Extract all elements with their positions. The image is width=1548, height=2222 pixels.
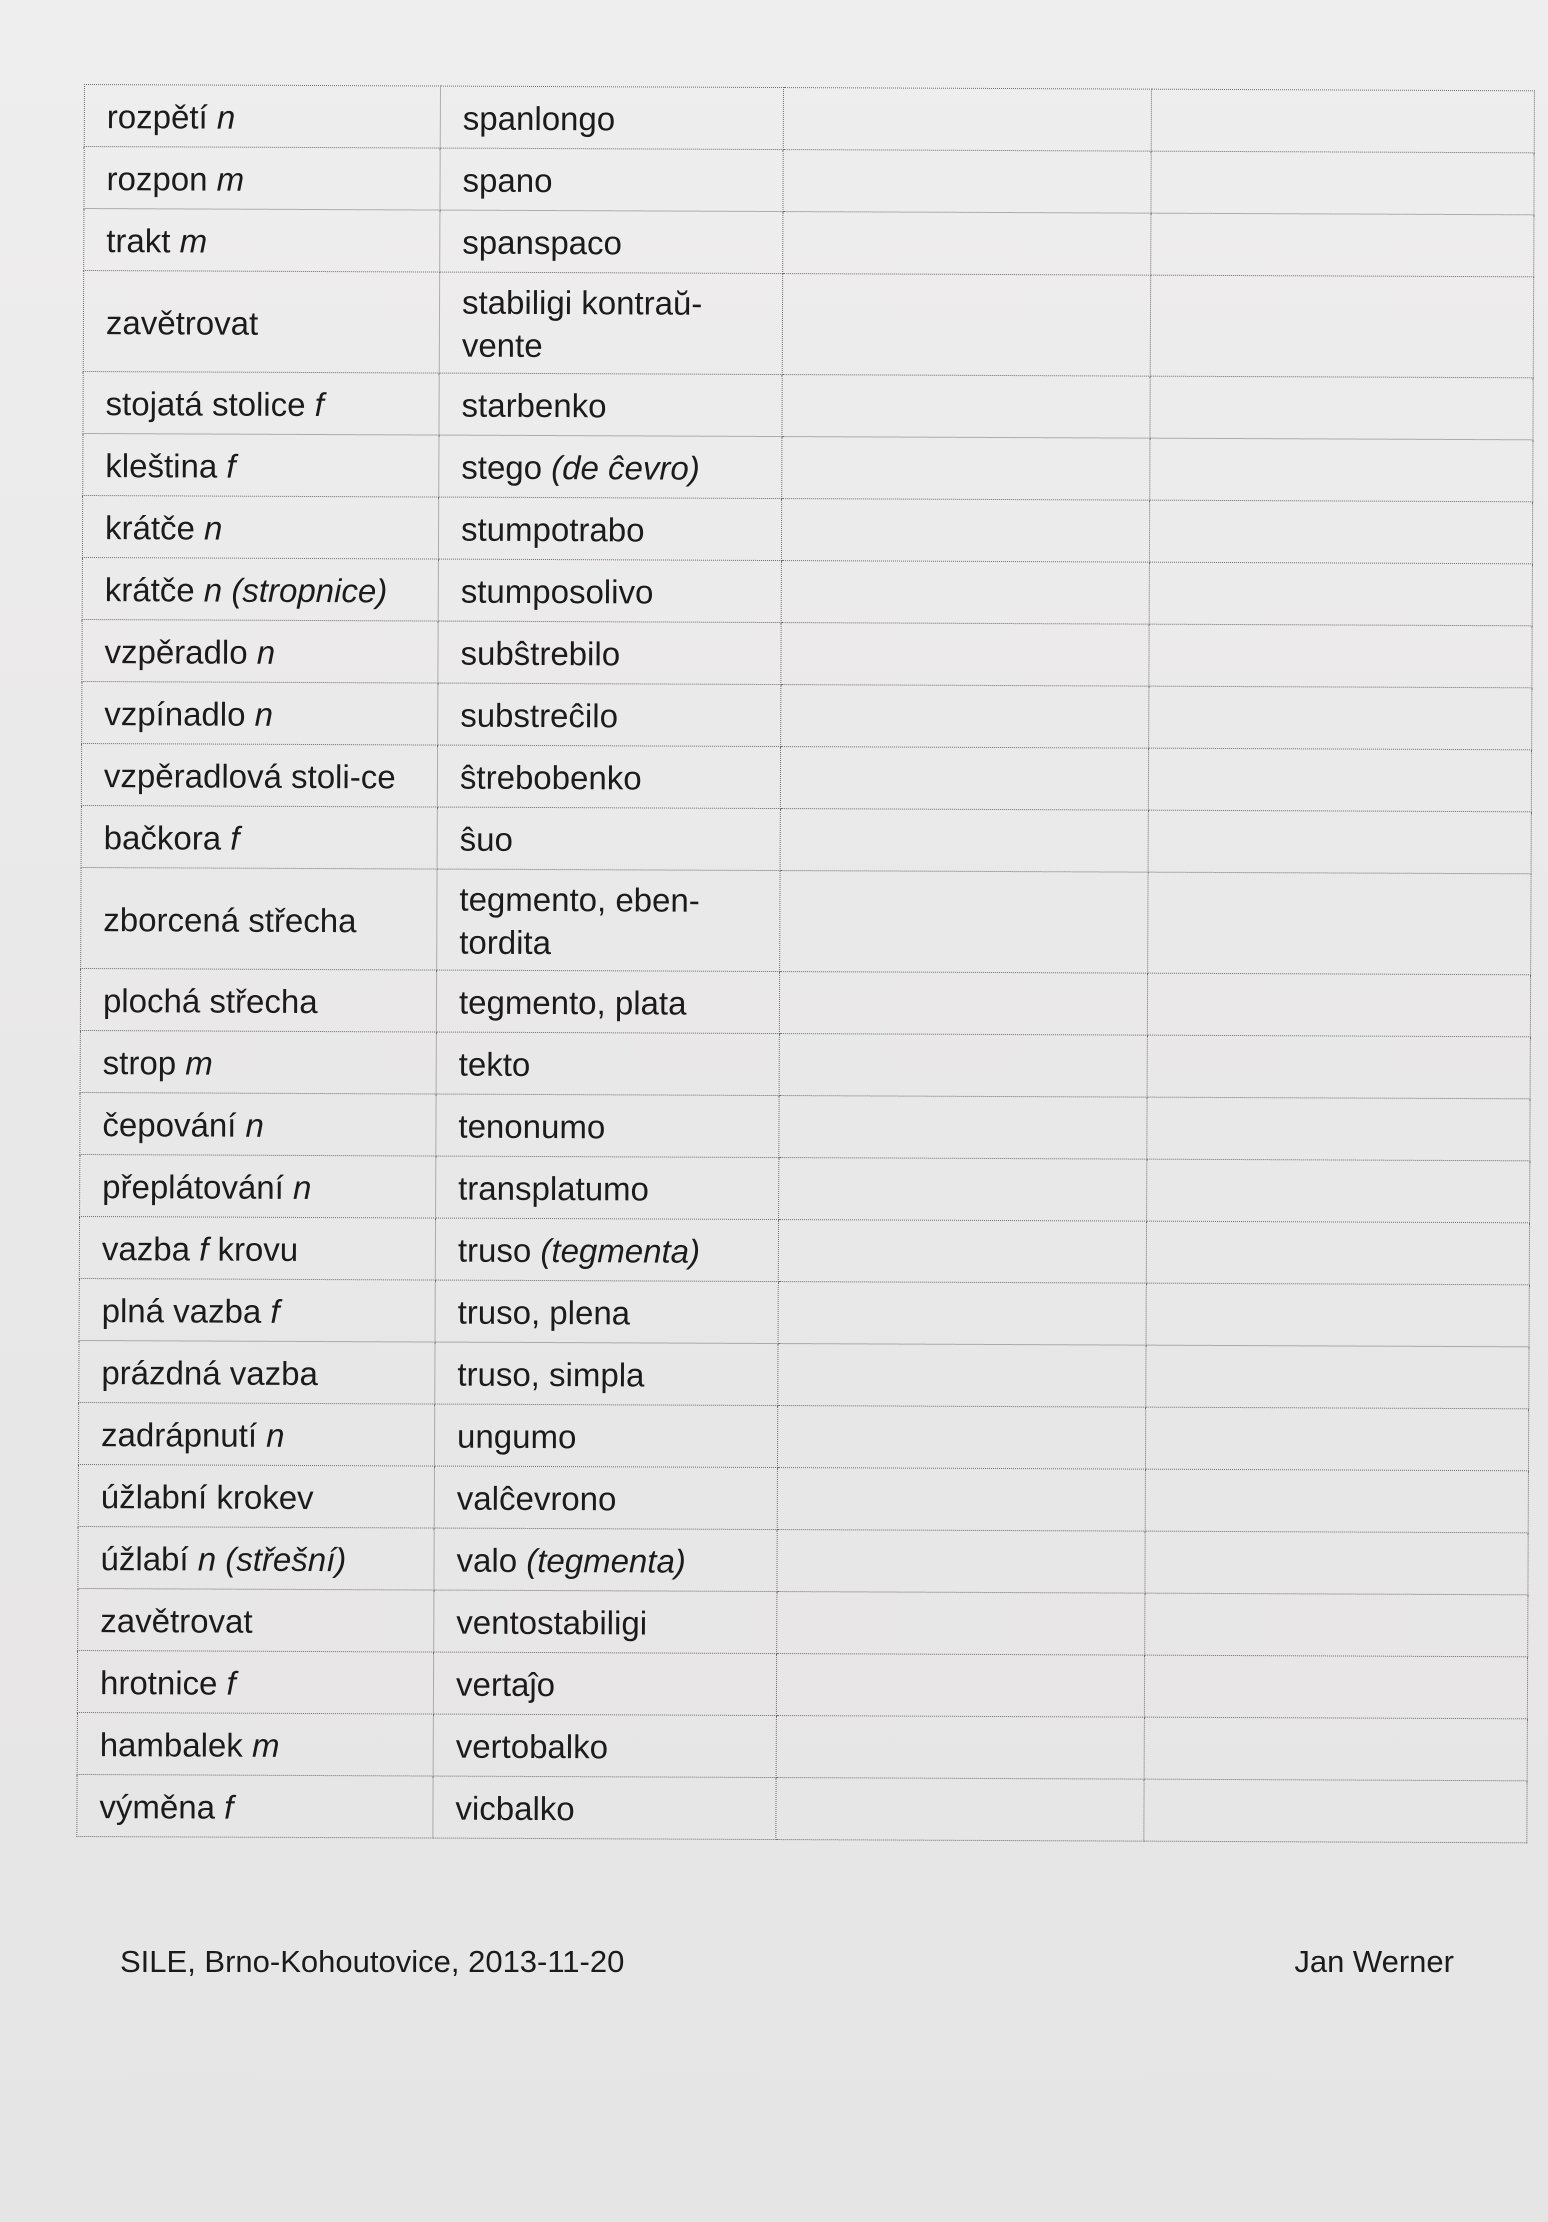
czech-term-cell [84, 85, 440, 149]
grammatical-gender: n [256, 633, 276, 671]
footer-author: Jan Werner [1294, 1944, 1454, 1979]
table-row [79, 1278, 1529, 1346]
esperanto-term-cell [436, 970, 779, 1033]
empty-cell [1144, 1655, 1527, 1719]
empty-cell [783, 150, 1151, 214]
esperanto-term: truso, simpla [457, 1355, 645, 1394]
esperanto-term-cell [438, 683, 781, 746]
grammatical-gender: f [230, 819, 240, 857]
table-row [78, 1588, 1528, 1656]
esperanto-term-cell [437, 869, 780, 971]
czech-term-cell [77, 1712, 433, 1776]
table-row [82, 681, 1532, 749]
grammatical-gender: n [216, 98, 236, 136]
esperanto-term-cell [435, 1342, 778, 1405]
czech-term-cell [77, 1650, 433, 1714]
empty-cell [776, 1778, 1144, 1842]
czech-term: plná vazba [101, 1292, 262, 1330]
esperanto-term-cell [434, 1404, 777, 1467]
esperanto-note: (tegmenta) [526, 1541, 686, 1580]
czech-term-cell [79, 1278, 435, 1342]
esperanto-term-cell [440, 210, 783, 273]
esperanto-term: starbenko [461, 386, 607, 425]
empty-cell [776, 1654, 1144, 1718]
esperanto-term: substreĉilo [460, 696, 619, 735]
esperanto-term-cell [437, 807, 780, 870]
czech-term: strop [102, 1044, 177, 1082]
empty-cell [1150, 275, 1533, 378]
empty-cell [1146, 1345, 1529, 1409]
empty-cell [1147, 1035, 1530, 1099]
esperanto-term: truso [457, 1231, 532, 1269]
czech-term-cell [79, 1216, 435, 1280]
empty-cell [781, 499, 1149, 563]
czech-term: vzpěradlo [104, 633, 248, 671]
esperanto-term-cell [439, 435, 782, 498]
table-row [78, 1402, 1528, 1470]
czech-term-cell [78, 1526, 434, 1590]
table-row [84, 147, 1534, 215]
empty-cell [778, 1344, 1146, 1408]
esperanto-term: spanspaco [462, 223, 623, 262]
esperanto-term: tekto [458, 1045, 531, 1083]
czech-term-cell [82, 619, 438, 683]
empty-cell [1145, 1593, 1528, 1657]
czech-term-cell [78, 1588, 434, 1652]
empty-cell [1150, 438, 1533, 502]
esperanto-term: ŝuo [459, 820, 514, 858]
czech-term: stojatá stolice [105, 385, 306, 423]
czech-term: zadrápnutí [101, 1416, 258, 1454]
czech-term: rozpon [106, 160, 208, 198]
czech-term: přeplátování [102, 1168, 284, 1206]
esperanto-term: ŝtrebobenko [459, 758, 642, 797]
table-row [80, 968, 1530, 1036]
empty-cell [783, 88, 1151, 152]
grammatical-gender: f [226, 447, 236, 485]
grammatical-gender: n [292, 1168, 312, 1207]
czech-term: vzpínadlo [104, 695, 246, 733]
czech-term-cell [79, 1340, 435, 1404]
empty-cell [1148, 748, 1531, 812]
grammatical-gender: m [216, 160, 245, 198]
empty-cell [1147, 973, 1530, 1037]
table-row [81, 805, 1531, 873]
table-row [80, 1154, 1530, 1222]
czech-term-cell [84, 147, 440, 211]
esperanto-term: valĉevrono [456, 1479, 617, 1518]
czech-term-cell [80, 1154, 436, 1218]
empty-cell [1149, 500, 1532, 564]
empty-cell [782, 274, 1150, 377]
czech-term-cell [78, 1464, 434, 1528]
empty-cell [1150, 376, 1533, 440]
empty-cell [1149, 562, 1532, 626]
esperanto-term-cell [433, 1776, 776, 1839]
empty-cell [1149, 624, 1532, 688]
czech-term: rozpětí [106, 98, 208, 136]
esperanto-term-cell [434, 1466, 777, 1529]
czech-term: bačkora [103, 819, 222, 857]
empty-cell [779, 1096, 1147, 1160]
empty-cell [1146, 1283, 1529, 1347]
esperanto-term-cell [436, 1156, 779, 1219]
esperanto-term-cell [440, 86, 783, 149]
grammatical-gender: n [197, 1540, 217, 1578]
table-row [83, 271, 1533, 378]
esperanto-term: ungumo [457, 1417, 577, 1456]
empty-cell [781, 623, 1149, 687]
czech-term-cell [82, 557, 438, 621]
table-row [77, 1650, 1527, 1718]
bleed-through-shadow: ​ [239, 110, 242, 176]
grammatical-gender: n [204, 509, 223, 547]
empty-cell [1144, 1717, 1527, 1781]
esperanto-term-cell [438, 621, 781, 684]
empty-cell [776, 1716, 1144, 1780]
czech-term: úžlabí [100, 1540, 189, 1578]
esperanto-note: (de ĉevro) [551, 449, 700, 487]
grammatical-gender: m [185, 1044, 213, 1082]
empty-cell [780, 747, 1148, 811]
czech-term-cell [82, 495, 438, 559]
grammatical-gender: f [270, 1292, 280, 1330]
czech-term: prázdná vazba [101, 1354, 318, 1393]
esperanto-note: (tegmenta) [540, 1232, 701, 1270]
esperanto-term-cell [435, 1218, 778, 1281]
empty-cell [779, 1034, 1147, 1098]
esperanto-term: subŝtrebilo [460, 634, 621, 673]
empty-cell [1145, 1469, 1528, 1533]
empty-cell [783, 212, 1151, 276]
czech-term: plochá střecha [102, 982, 318, 1021]
grammatical-gender: n [245, 1106, 265, 1144]
table-row [80, 1092, 1530, 1160]
table-row [82, 495, 1532, 563]
czech-term: hrotnice [99, 1664, 218, 1702]
table-row [79, 1216, 1529, 1284]
czech-term: krátče [104, 571, 195, 609]
empty-cell [779, 972, 1147, 1036]
empty-cell [780, 809, 1148, 873]
table-row [82, 557, 1532, 625]
czech-term-cell [83, 433, 439, 497]
esperanto-term-cell [438, 497, 781, 560]
esperanto-term-cell [433, 1714, 776, 1777]
table-row [77, 1774, 1527, 1842]
empty-cell [1151, 151, 1534, 215]
esperanto-term: tegmento, plata [458, 983, 687, 1022]
table-row [83, 433, 1533, 501]
table-row [82, 619, 1532, 687]
grammatical-gender: n [266, 1416, 285, 1454]
table-row [78, 1526, 1528, 1594]
empty-cell [781, 685, 1149, 749]
empty-cell [1146, 1221, 1529, 1285]
esperanto-term: truso, plena [457, 1293, 631, 1332]
table-row [79, 1340, 1529, 1408]
grammatical-gender: f [199, 1230, 209, 1268]
footer-source: SILE, Brno-Kohoutovice, 2013-11-20 [120, 1944, 625, 1979]
table-row [81, 743, 1531, 811]
czech-term-cell [81, 805, 437, 869]
esperanto-term-cell [440, 148, 783, 211]
empty-cell [1145, 1531, 1528, 1595]
czech-term-cell [80, 1030, 436, 1094]
table-row [81, 867, 1531, 974]
czech-term: zborcená střecha [103, 900, 357, 939]
table-row [80, 1030, 1530, 1098]
empty-cell [777, 1468, 1145, 1532]
esperanto-term: tegmento, eben-tordita [459, 880, 700, 962]
grammatical-gender: m [179, 222, 208, 260]
empty-cell [1148, 810, 1531, 874]
esperanto-term: stego [461, 448, 543, 487]
empty-cell [778, 1282, 1146, 1346]
czech-term: vzpěradlová stoli-ce [103, 757, 396, 796]
czech-term-cell [83, 271, 439, 374]
esperanto-term-cell [436, 1094, 779, 1157]
esperanto-term: vertaĵo [455, 1665, 556, 1704]
esperanto-term-cell [439, 272, 782, 374]
czech-term: zavětrovat [105, 303, 259, 342]
esperanto-term-cell [435, 1280, 778, 1343]
esperanto-term-cell [438, 559, 781, 622]
czech-note: (stropnice) [231, 571, 388, 610]
grammatical-gender: n [203, 571, 223, 609]
empty-cell [782, 375, 1150, 439]
esperanto-term-cell [433, 1652, 776, 1715]
czech-term-cell [81, 867, 437, 970]
czech-term-cell [77, 1774, 433, 1838]
empty-cell [1145, 1407, 1528, 1471]
czech-term-cell [81, 743, 437, 807]
esperanto-term: spano [462, 161, 553, 200]
czech-term: trakt [106, 222, 171, 260]
czech-term: vazba [101, 1230, 191, 1268]
empty-cell [780, 871, 1148, 974]
esperanto-term-cell [439, 373, 782, 436]
esperanto-term: ventostabiligi [456, 1603, 648, 1642]
table-row [78, 1464, 1528, 1532]
czech-note: krovu [217, 1230, 299, 1268]
grammatical-gender: f [226, 1664, 236, 1702]
esperanto-term: tenonumo [458, 1107, 606, 1146]
esperanto-term: stumposolivo [460, 572, 654, 611]
table-row [84, 209, 1534, 277]
empty-cell [1148, 872, 1531, 975]
czech-term-cell [80, 1092, 436, 1156]
czech-term-cell [84, 209, 440, 273]
czech-term-cell [83, 371, 439, 435]
empty-cell [781, 561, 1149, 625]
table-row [84, 85, 1534, 153]
empty-cell [1144, 1779, 1527, 1843]
empty-cell [1151, 89, 1534, 153]
czech-term-cell [80, 968, 436, 1032]
vocabulary-table [76, 84, 1535, 1843]
czech-note: (střešní) [225, 1540, 347, 1579]
czech-term: úžlabní krokev [100, 1478, 314, 1517]
empty-cell [777, 1530, 1145, 1594]
grammatical-gender: n [254, 695, 274, 733]
table-row [83, 371, 1533, 439]
esperanto-term: vicbalko [455, 1789, 575, 1828]
esperanto-term: stumpotrabo [460, 510, 645, 549]
esperanto-term: vertobalko [455, 1727, 609, 1766]
czech-term: hambalek [99, 1726, 243, 1764]
czech-term-cell [82, 681, 438, 745]
czech-term: čepování [102, 1106, 237, 1144]
empty-cell [1147, 1159, 1530, 1223]
vocabulary-table-body [77, 85, 1535, 1843]
czech-term: výměna [99, 1788, 216, 1826]
empty-cell [782, 437, 1150, 501]
empty-cell [1151, 213, 1534, 277]
empty-cell [778, 1220, 1146, 1284]
esperanto-term-cell [437, 745, 780, 808]
empty-cell [777, 1406, 1145, 1470]
grammatical-gender: f [314, 386, 324, 424]
grammatical-gender: m [251, 1726, 280, 1764]
esperanto-term: spanlongo [462, 99, 616, 138]
empty-cell [779, 1158, 1147, 1222]
esperanto-term: valo [456, 1541, 518, 1579]
empty-cell [1149, 686, 1532, 750]
esperanto-term: transplatumo [458, 1169, 650, 1208]
esperanto-term: stabiligi kontraŭ-vente [461, 283, 703, 365]
grammatical-gender: f [224, 1788, 234, 1826]
empty-cell [777, 1592, 1145, 1656]
czech-term: krátče [104, 509, 196, 547]
czech-term: zavětrovat [100, 1602, 253, 1640]
esperanto-term-cell [436, 1032, 779, 1095]
czech-term: kleština [105, 447, 218, 485]
esperanto-term-cell [434, 1528, 777, 1591]
empty-cell [1147, 1097, 1530, 1161]
czech-term-cell [78, 1402, 434, 1466]
table-row [77, 1712, 1527, 1780]
esperanto-term-cell [434, 1590, 777, 1653]
